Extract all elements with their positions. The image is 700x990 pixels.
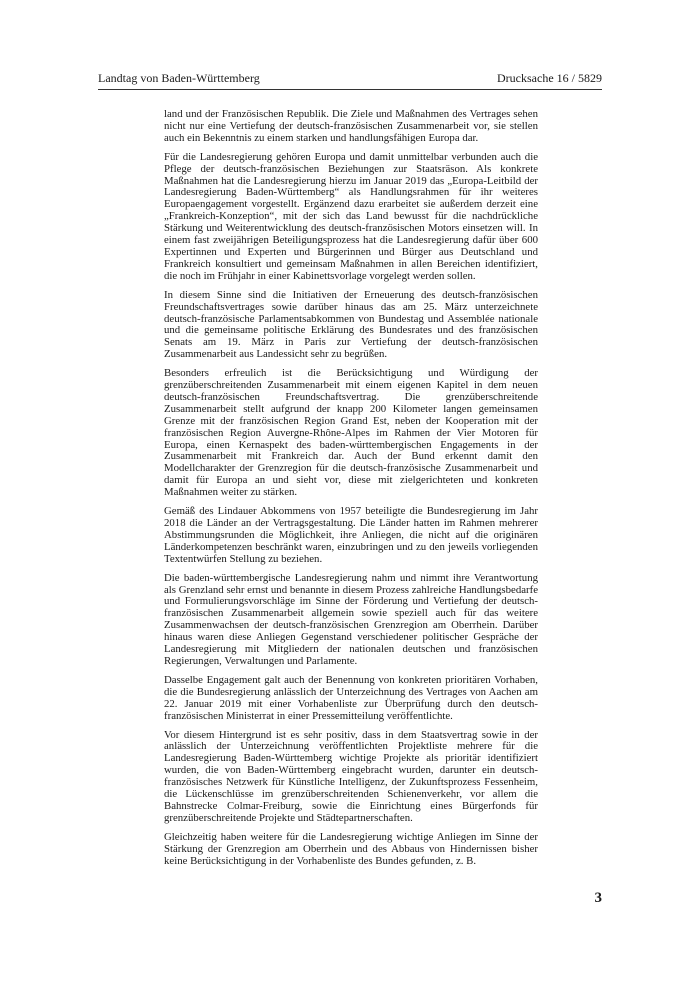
- paragraph: Gemäß des Lindauer Abkommens von 1957 beteiligte die Bundesregierung im Jahr 2018 die Länder an der Vertragsgestaltung. Die Länder hatten im Rahmen mehrerer Abstimmungsrunden die Möglichkeit, ihre Anliegen, die nicht auf die originären Länderkompetenzen beschränkt waren, einzubringen und zu den jeweils vorliegenden Textentwürfen Stellung zu beziehen.: [164, 505, 538, 565]
- header-document-number: Drucksache 16 / 5829: [497, 71, 602, 85]
- header-parliament-name: Landtag von Baden-Württemberg: [98, 71, 260, 85]
- page-header: [98, 70, 602, 86]
- paragraph: land und der Französischen Republik. Die Ziele und Maßnahmen des Vertrages sehen nicht nur eine Vertiefung der deutsch-französischen Zusammenarbeit vor, sie stellen auch ein Bekenntnis zu einem starken und handlungsfähigen Europa dar.: [164, 108, 538, 144]
- paragraph: Die baden-württembergische Landesregierung nahm und nimmt ihre Verantwortung als Grenzland sehr ernst und benannte in diesem Prozess zahlreiche Handlungsbedarfe und Formulierungsvorschläge im Sinne der Förderung und Vertiefung der deutsch-französischen Zusammenarbeit allgemein sowie speziell auch für das weitere Zusammenwachsen der deutsch-französischen Grenzregion am Oberrhein. Darüber hinaus waren diese Anliegen Gegenstand verschiedener politischer Gespräche der Landesregierung mit Mitgliedern der nationalen deutschen und französischen Regierungen, Verwaltungen und Parlamente.: [164, 571, 538, 667]
- body-text: [164, 109, 538, 874]
- paragraph: Dasselbe Engagement galt auch der Benennung von konkreten prioritären Vorhaben, die die Bundesregierung anlässlich der Unterzeichnung des Vertrages von Aachen am 22. Januar 2019 mit einer Vorhabenliste zur Überprüfung durch den deutsch-französischen Ministerrat in einer Pressemitteilung veröffentlichte.: [164, 673, 538, 722]
- paragraph: Vor diesem Hintergrund ist es sehr positiv, dass in dem Staatsvertrag sowie in der anlässlich der Unterzeichnung veröffentlichten Projektliste mehrere für die Landesregierung Baden-Württemberg wichtige Projekte als prioritär identifiziert wurden, die von Baden-Württemberg eingebracht wurden, darunter ein deutsch-französisches Netzwerk für Künstliche Intelligenz, der Zukunftsprozess Fessenheim, die Lückenschlüsse im grenzüberschreitenden Schienenverkehr, vor allem die Bahnstrecke Colmar-Freiburg, sowie die Einrichtung eines Bürgerfonds für grenzüberschreitende Projekte und Städtepartnerschaften.: [164, 728, 538, 824]
- header-divider: [98, 89, 602, 90]
- paragraph: Besonders erfreulich ist die Berücksichtigung und Würdigung der grenzüberschreitenden Zusammenarbeit mit einem eigenen Kapitel in dem neuen deutsch-französischen Freundschaftsvertrag. Die grenzüberschreitende Zusammenarbeit stellt aufgrund der knapp 200 Kilometer langen gemeinsamen Grenze mit der französischen Region Grand Est, neben der Kooperation mit der französischen Region Auvergne-Rhône-Alpes im Rahmen der Vier Motoren für Europa, einen Kernaspekt des baden-württembergischen Engagements in der Zusammenarbeit mit Frankreich dar. Auch der Bund erkennt damit den Modellcharakter der Grenzregion für die deutsch-französische Zusammenarbeit und damit für Europa an und sieht vor, diese mit zielgerichteten und konkreten Maßnahmen weiter zu stärken.: [164, 367, 538, 499]
- page-number: 3: [594, 890, 602, 906]
- paragraph: In diesem Sinne sind die Initiativen der Erneuerung des deutsch-französischen Freundschaftsvertrages sowie darüber hinaus das am 25. März unterzeichnete deutsch-französische Parlamentsabkommen von Bundestag und Assemblée nationale und die gemeinsame politische Erklärung des Bundesrates und des französischen Senats am 19. März in Paris zur Vertiefung der deutsch-französischen Zusammenarbeit aus Landessicht sehr zu begrüßen.: [164, 288, 538, 361]
- paragraph: Gleichzeitig haben weitere für die Landesregierung wichtige Anliegen im Sinne der Stärkung der Grenzregion am Oberrhein und des Abbaus von Hindernissen bisher keine Berücksichtigung in der Vorhabenliste des Bundes gefunden, z. B.: [164, 830, 538, 867]
- paragraph: Für die Landesregierung gehören Europa und damit unmittelbar verbunden auch die Pflege der deutsch-französischen Beziehungen zur Staatsräson. Als konkrete Maßnahmen hat die Landesregierung hierzu im Januar 2019 das „Europa-Leitbild der Landesregierung Baden-Württemberg“ als Handlungsrahmen für ihr weiteres Europaengagement vorgestellt. Ergänzend dazu erarbeitet sie außerdem derzeit eine „Frankreich-Konzeption“, mit der sich das Land bewusst für die nachdrückliche Stärkung und Weiterentwicklung des deutsch-französischen Motors einsetzen will. In einem fast zweijährigen Beteiligungsprozess hat die Landesregierung dafür über 600 Expertinnen und Experten und Bürgerinnen und Bürger aus Deutschland und Frankreich konsultiert und gemeinsam Maßnahmen in allen Bereichen identifiziert, die noch im Frühjahr in einer Kabinettsvorlage vorgelegt werden sollen.: [164, 150, 538, 282]
